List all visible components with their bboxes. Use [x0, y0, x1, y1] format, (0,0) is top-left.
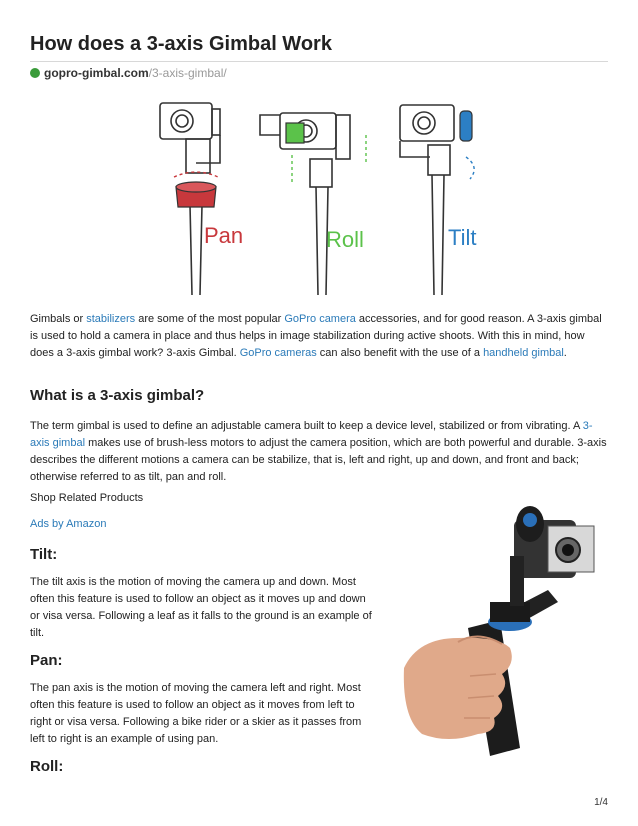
handheld-gimbal-link[interactable]: handheld gimbal	[483, 347, 564, 359]
roll-label: Roll	[326, 227, 364, 252]
ads-by-amazon-link[interactable]: Ads by Amazon	[30, 518, 107, 530]
stabilizers-link[interactable]: stabilizers	[86, 313, 136, 325]
heading-roll: Roll:	[30, 758, 64, 775]
tilt-paragraph: The tilt axis is the motion of moving the camera up and down. Most often this feature is used to follow an object as it moves up and down or visa versa. Following a leaf as it falls to the ground is an example of tilt.	[30, 576, 372, 639]
tilt-label: Tilt	[448, 225, 477, 250]
heading-pan: Pan:	[30, 652, 63, 669]
intro-paragraph: Gimbals or stabilizers are some of the most popular GoPro camera accessories, and for good reason. A 3-axis gimbal is used to hold a camera in place and thus helps in image stabilization during active shoots. With this in mind, how does a 3-axis gimbal work? 3-axis Gimbal. GoPro cameras can also benefit with the use of a handheld gimbal.	[30, 313, 602, 359]
source-line	[30, 66, 227, 80]
title-divider	[30, 61, 608, 62]
source-domain-link[interactable]: gopro-gimbal.com	[44, 66, 149, 80]
pan-label: Pan	[204, 223, 244, 248]
what-paragraph: The term gimbal is used to define an adjustable camera built to keep a device level, stabilized or from vibrating. A 3-axis gimbal makes use of brush-less motors to adjust the camera position, which are both powerful and durable. 3-axis describes the different motions a camera can be stabilize, that is, left and right, up and down, and front and back; otherwise referred to as tilt, pan and roll.	[30, 420, 607, 483]
handheld-gimbal-photo	[398, 498, 608, 768]
pan-paragraph: The pan axis is the motion of moving the camera left and right. Most often this feature is used to follow an object as it moves from left to right or visa versa. Following a bike rider or a skier as it passes from left to right is an example of using pan.	[30, 682, 362, 745]
shop-related-products: Shop Related Products	[30, 492, 144, 504]
heading-what-is: What is a 3-axis gimbal?	[30, 387, 205, 404]
page-number: 1/4	[594, 797, 608, 808]
gopro-camera-link[interactable]: GoPro camera	[284, 313, 356, 325]
gimbal-axes-illustration	[130, 95, 510, 295]
gopro-cameras-link[interactable]: GoPro cameras	[239, 347, 317, 359]
page-title: How does a 3-axis Gimbal Work	[30, 33, 332, 55]
site-logo-icon	[30, 68, 40, 78]
heading-tilt: Tilt:	[30, 546, 58, 563]
3-axis-gimbal-link[interactable]: 3-axis gimbal	[30, 420, 593, 449]
source-path: /3-axis-gimbal/	[148, 66, 227, 80]
